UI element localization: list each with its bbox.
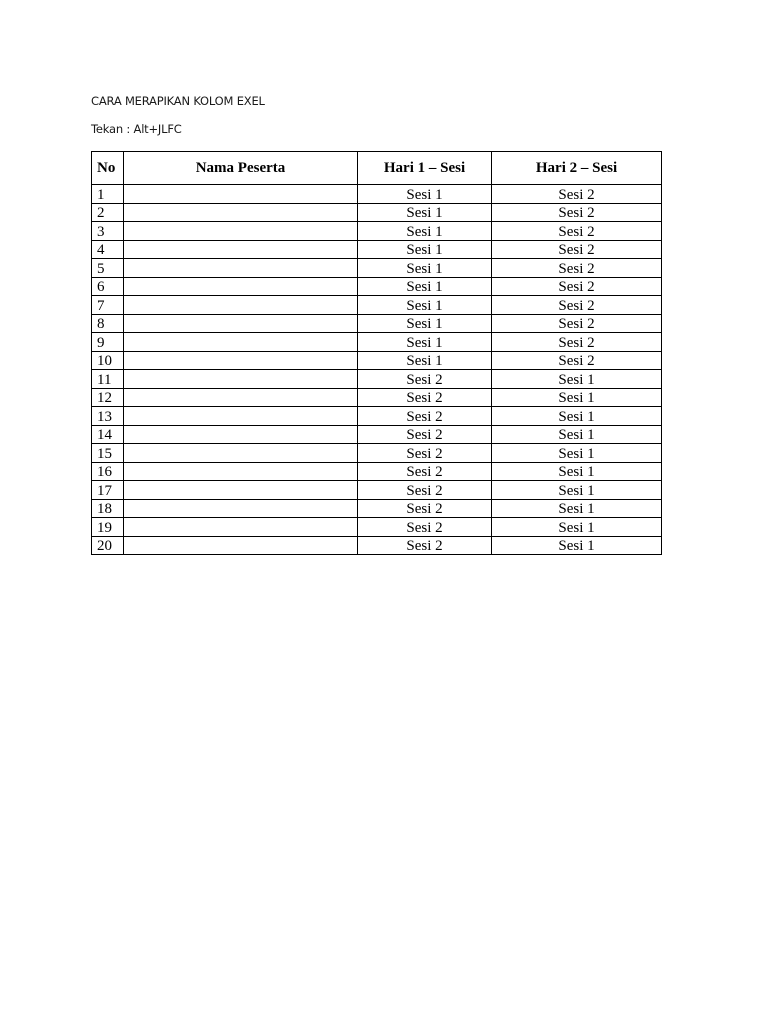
cell-hari-1-sesi: Sesi 1 <box>358 296 492 315</box>
table-row <box>92 536 662 555</box>
cell-no: 2 <box>92 203 124 222</box>
cell-nama-peserta <box>124 333 358 352</box>
cell-no: 15 <box>92 444 124 463</box>
cell-hari-1-sesi: Sesi 2 <box>358 444 492 463</box>
cell-nama-peserta <box>124 203 358 222</box>
cell-no: 18 <box>92 499 124 518</box>
table-row <box>92 259 662 278</box>
participant-table <box>91 151 662 555</box>
table-row <box>92 407 662 426</box>
cell-no: 10 <box>92 351 124 370</box>
cell-hari-2-sesi: Sesi 1 <box>492 388 662 407</box>
cell-nama-peserta <box>124 518 358 537</box>
cell-nama-peserta <box>124 296 358 315</box>
cell-hari-2-sesi: Sesi 2 <box>492 314 662 333</box>
table-body <box>92 185 662 555</box>
cell-no: 1 <box>92 185 124 204</box>
cell-no: 12 <box>92 388 124 407</box>
table-row <box>92 499 662 518</box>
cell-hari-2-sesi: Sesi 2 <box>492 222 662 241</box>
cell-nama-peserta <box>124 185 358 204</box>
table-row <box>92 444 662 463</box>
cell-hari-1-sesi: Sesi 1 <box>358 203 492 222</box>
table-row <box>92 351 662 370</box>
cell-nama-peserta <box>124 444 358 463</box>
table-row <box>92 296 662 315</box>
cell-hari-2-sesi: Sesi 1 <box>492 425 662 444</box>
cell-hari-1-sesi: Sesi 1 <box>358 259 492 278</box>
table-row <box>92 240 662 259</box>
cell-hari-1-sesi: Sesi 2 <box>358 518 492 537</box>
cell-hari-1-sesi: Sesi 2 <box>358 499 492 518</box>
cell-no: 5 <box>92 259 124 278</box>
cell-no: 7 <box>92 296 124 315</box>
cell-nama-peserta <box>124 481 358 500</box>
cell-nama-peserta <box>124 259 358 278</box>
cell-hari-1-sesi: Sesi 2 <box>358 370 492 389</box>
cell-hari-1-sesi: Sesi 1 <box>358 222 492 241</box>
cell-no: 16 <box>92 462 124 481</box>
cell-no: 3 <box>92 222 124 241</box>
cell-hari-1-sesi: Sesi 1 <box>358 240 492 259</box>
cell-hari-2-sesi: Sesi 1 <box>492 370 662 389</box>
cell-hari-1-sesi: Sesi 2 <box>358 407 492 426</box>
cell-hari-2-sesi: Sesi 1 <box>492 407 662 426</box>
cell-no: 4 <box>92 240 124 259</box>
table-row <box>92 370 662 389</box>
header-hari-1-sesi: Hari 1 – Sesi <box>358 152 492 185</box>
cell-nama-peserta <box>124 407 358 426</box>
cell-nama-peserta <box>124 536 358 555</box>
cell-hari-2-sesi: Sesi 2 <box>492 185 662 204</box>
cell-hari-1-sesi: Sesi 2 <box>358 536 492 555</box>
cell-nama-peserta <box>124 314 358 333</box>
cell-hari-1-sesi: Sesi 1 <box>358 351 492 370</box>
document-title: CARA MERAPIKAN KOLOM EXEL <box>91 94 265 108</box>
cell-hari-2-sesi: Sesi 2 <box>492 351 662 370</box>
cell-no: 6 <box>92 277 124 296</box>
cell-nama-peserta <box>124 351 358 370</box>
cell-hari-2-sesi: Sesi 1 <box>492 499 662 518</box>
cell-nama-peserta <box>124 388 358 407</box>
cell-no: 19 <box>92 518 124 537</box>
cell-hari-1-sesi: Sesi 1 <box>358 314 492 333</box>
cell-hari-2-sesi: Sesi 1 <box>492 518 662 537</box>
header-hari-2-sesi: Hari 2 – Sesi <box>492 152 662 185</box>
cell-hari-1-sesi: Sesi 2 <box>358 481 492 500</box>
cell-nama-peserta <box>124 370 358 389</box>
header-nama-peserta: Nama Peserta <box>124 152 358 185</box>
table-row <box>92 462 662 481</box>
cell-nama-peserta <box>124 222 358 241</box>
cell-hari-1-sesi: Sesi 2 <box>358 388 492 407</box>
cell-no: 11 <box>92 370 124 389</box>
cell-no: 13 <box>92 407 124 426</box>
cell-hari-2-sesi: Sesi 2 <box>492 296 662 315</box>
cell-hari-2-sesi: Sesi 2 <box>492 259 662 278</box>
cell-hari-2-sesi: Sesi 1 <box>492 462 662 481</box>
cell-hari-1-sesi: Sesi 2 <box>358 462 492 481</box>
cell-nama-peserta <box>124 499 358 518</box>
table-row <box>92 333 662 352</box>
cell-nama-peserta <box>124 462 358 481</box>
table-row <box>92 425 662 444</box>
cell-hari-1-sesi: Sesi 1 <box>358 333 492 352</box>
table-row <box>92 222 662 241</box>
cell-hari-1-sesi: Sesi 1 <box>358 185 492 204</box>
table-row <box>92 314 662 333</box>
cell-nama-peserta <box>124 425 358 444</box>
cell-hari-2-sesi: Sesi 1 <box>492 536 662 555</box>
cell-nama-peserta <box>124 277 358 296</box>
header-no: No <box>92 152 124 185</box>
table-row <box>92 277 662 296</box>
cell-hari-2-sesi: Sesi 2 <box>492 277 662 296</box>
cell-no: 9 <box>92 333 124 352</box>
document-instruction: Tekan : Alt+JLFC <box>91 122 182 136</box>
table-row <box>92 518 662 537</box>
table-row <box>92 481 662 500</box>
cell-hari-2-sesi: Sesi 2 <box>492 240 662 259</box>
cell-hari-1-sesi: Sesi 1 <box>358 277 492 296</box>
cell-no: 14 <box>92 425 124 444</box>
cell-hari-1-sesi: Sesi 2 <box>358 425 492 444</box>
table-header-row <box>92 152 662 185</box>
cell-hari-2-sesi: Sesi 2 <box>492 203 662 222</box>
cell-no: 17 <box>92 481 124 500</box>
cell-nama-peserta <box>124 240 358 259</box>
table-row <box>92 388 662 407</box>
cell-no: 8 <box>92 314 124 333</box>
cell-hari-2-sesi: Sesi 2 <box>492 333 662 352</box>
cell-no: 20 <box>92 536 124 555</box>
cell-hari-2-sesi: Sesi 1 <box>492 481 662 500</box>
table-row <box>92 185 662 204</box>
table-row <box>92 203 662 222</box>
cell-hari-2-sesi: Sesi 1 <box>492 444 662 463</box>
